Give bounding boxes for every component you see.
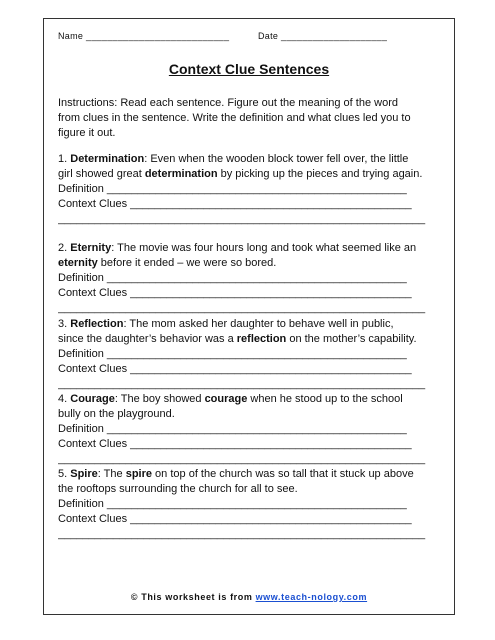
footer-text: © This worksheet is from — [130, 592, 256, 602]
sentence-item-4 — [58, 392, 428, 467]
sentence-line: the rooftops surrounding the church for all to see. — [58, 483, 298, 495]
blank-answer-line[interactable]: ____________________________________________________________ — [58, 528, 426, 540]
sentence-item-1 — [58, 152, 428, 227]
date-field-label: Date ____________________ — [258, 31, 388, 41]
vocab-word-inline: reflection — [236, 333, 287, 345]
blank-answer-line[interactable]: ____________________________________________________________ — [58, 213, 426, 225]
sentence-line — [58, 332, 428, 347]
context-clues-line[interactable]: Context Clues ______________________________________________ — [58, 287, 412, 299]
sentence-line — [58, 152, 428, 167]
sentence-text: : The boy showed — [114, 393, 205, 405]
item-number: 4. — [58, 393, 68, 405]
sentence-text: : The movie was four hours long and took what seemed like an — [111, 242, 417, 254]
sentence-line — [58, 256, 428, 271]
name-field-label: Name ___________________________ — [58, 31, 230, 41]
definition-line[interactable]: Definition _________________________________________________ — [58, 348, 407, 360]
sentence-text: on the mother’s capability. — [286, 333, 417, 345]
vocab-word: Courage — [70, 393, 115, 405]
sentence-text: : Even when the wooden block tower fell over, the little — [144, 153, 409, 165]
sentence-line — [58, 241, 428, 256]
footer-link[interactable]: www.teach-nology.com — [255, 592, 368, 602]
context-clues-line[interactable]: Context Clues ______________________________________________ — [58, 198, 412, 210]
sentence-text: by picking up the pieces and trying again. — [217, 168, 423, 180]
footer-credit — [44, 592, 454, 602]
sentence-text: since the daughter’s behavior was a — [58, 333, 237, 345]
context-clues-line[interactable]: Context Clues ______________________________________________ — [58, 363, 412, 375]
vocab-word: Reflection — [70, 318, 124, 330]
vocab-word-inline: determination — [144, 168, 218, 180]
definition-line[interactable]: Definition _________________________________________________ — [58, 272, 407, 284]
sentence-item-3 — [58, 317, 428, 392]
sentence-line — [58, 167, 428, 182]
vocab-word-inline: courage — [204, 393, 248, 405]
sentence-line: bully on the playground. — [58, 408, 175, 420]
worksheet-frame — [43, 18, 455, 615]
definition-line[interactable]: Definition _________________________________________________ — [58, 423, 407, 435]
item-number: 2. — [58, 242, 68, 254]
page-title: Context Clue Sentences — [168, 61, 330, 77]
item-number: 5. — [58, 468, 68, 480]
definition-line[interactable]: Definition _________________________________________________ — [58, 498, 407, 510]
vocab-word-inline: spire — [125, 468, 152, 480]
vocab-word: Spire — [70, 468, 98, 480]
sentence-text: girl showed great — [58, 168, 145, 180]
sentence-text: when he stood up to the school — [247, 393, 403, 405]
blank-answer-line[interactable]: ____________________________________________________________ — [58, 378, 426, 390]
blank-answer-line[interactable]: ____________________________________________________________ — [58, 453, 426, 465]
blank-answer-line[interactable]: ____________________________________________________________ — [58, 302, 426, 314]
context-clues-line[interactable]: Context Clues ______________________________________________ — [58, 438, 412, 450]
vocab-word: Eternity — [70, 242, 112, 254]
vocab-word-inline: eternity — [58, 257, 98, 269]
item-number: 3. — [58, 318, 68, 330]
sentence-line — [58, 392, 428, 407]
sentence-item-2 — [58, 241, 428, 316]
sentence-text: : The mom asked her daughter to behave well in public, — [123, 318, 394, 330]
instructions-line: from clues in the sentence. Write the definition and what clues led you to — [58, 112, 411, 124]
vocab-word: Determination — [70, 153, 145, 165]
instructions — [58, 96, 418, 141]
item-number: 1. — [58, 153, 68, 165]
header-row — [58, 31, 388, 41]
instructions-line: Instructions: Read each sentence. Figure out the meaning of the word — [58, 97, 398, 109]
sentence-text: before it ended – we were so bored. — [97, 257, 277, 269]
definition-line[interactable]: Definition _________________________________________________ — [58, 183, 407, 195]
sentence-text: on top of the church was so tall that it stuck up above — [152, 468, 414, 480]
context-clues-line[interactable]: Context Clues ______________________________________________ — [58, 513, 412, 525]
sentence-line — [58, 467, 428, 482]
sentence-text: : The — [97, 468, 126, 480]
sentence-item-5 — [58, 467, 428, 542]
instructions-line: figure it out. — [58, 127, 116, 139]
sentence-line — [58, 317, 428, 332]
